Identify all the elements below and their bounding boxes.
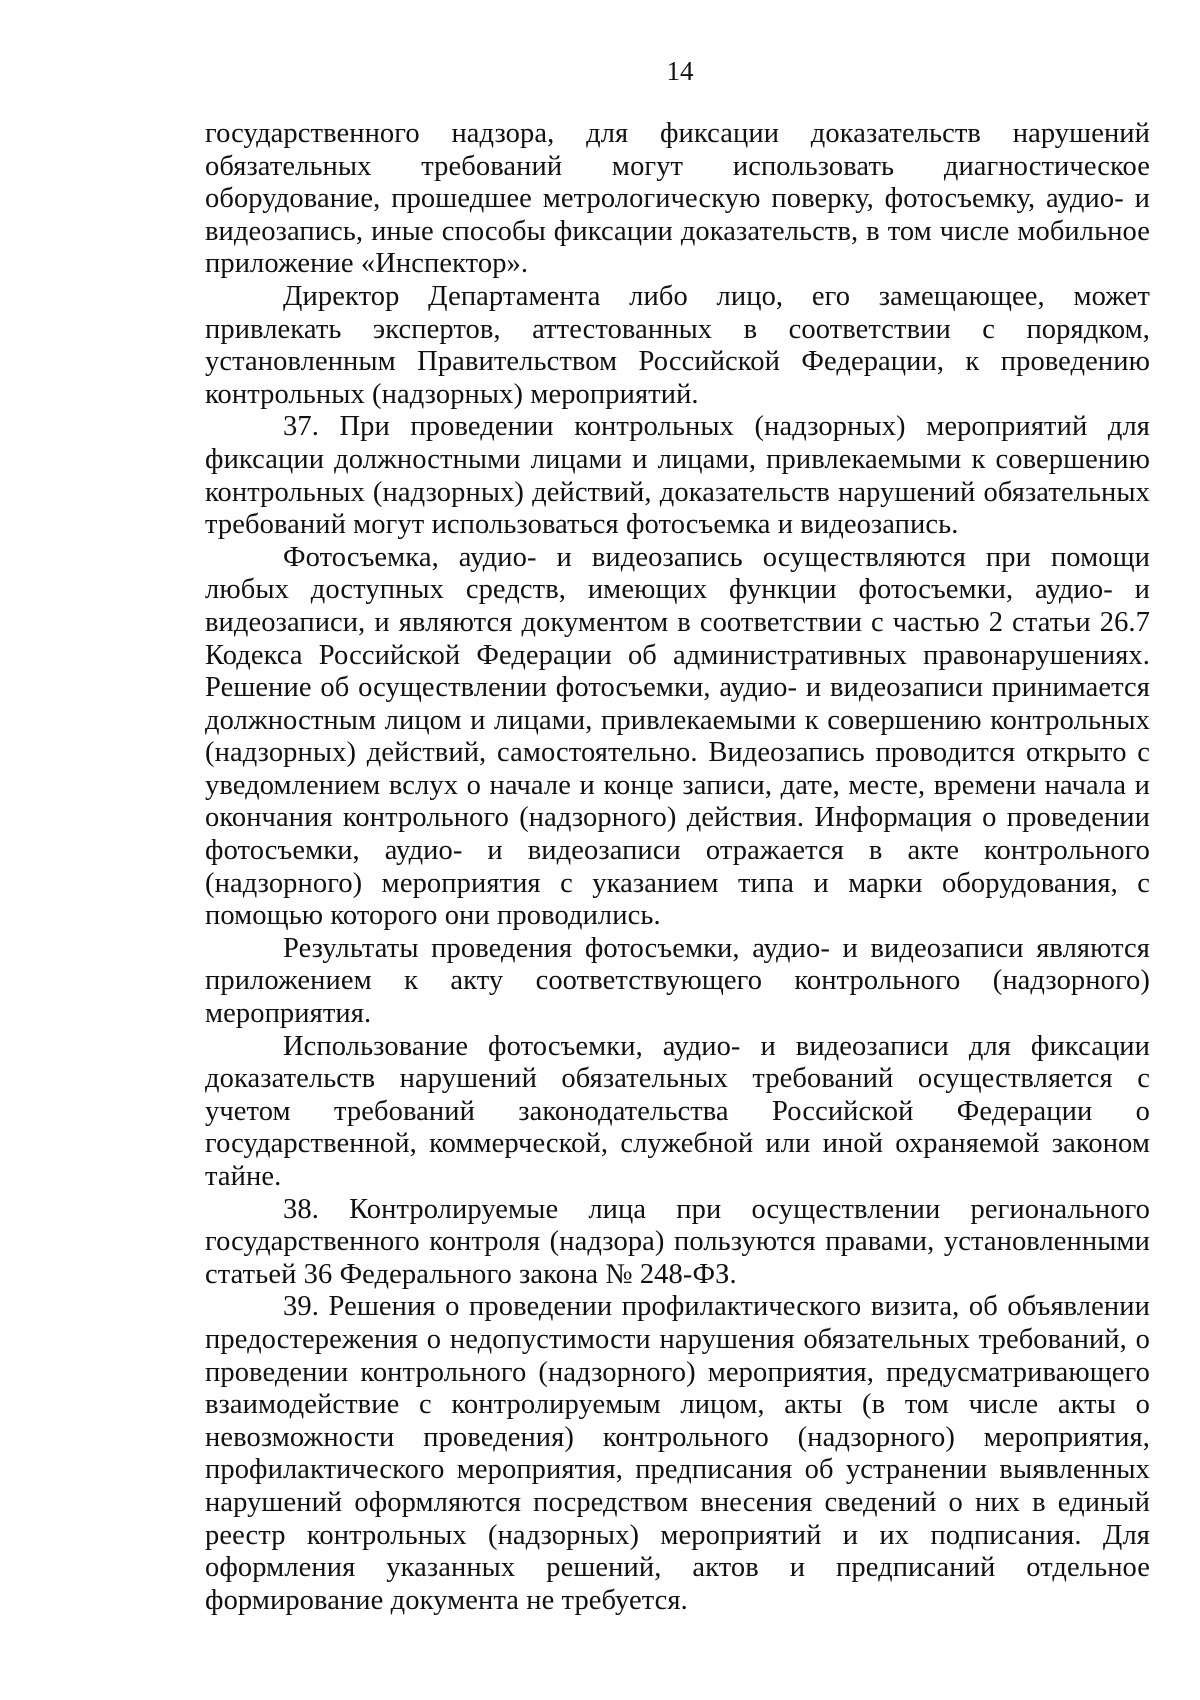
paragraph-item-38: 38. Контролируемые лица при осуществлении регионального государственного контроля (надзора) пользуются правами, установленными статьей 36 Федерального закона № 248-ФЗ. xyxy=(205,1193,1150,1290)
paragraph-photo-video-recording: Фотосъемка, аудио- и видеозапись осуществляются при помощи любых доступных средств, имеющих функции фотосъемки, аудио- и видеозаписи, и являются документом в соответствии с частью 2 статьи 26.7 Кодекса Российской Федерации об административных правонарушениях. Решение об осуществлении фотосъемки, аудио- и видеозаписи принимается должностным лицом и лицами, привлекаемыми к совершению контрольных (надзорных) действий, самостоятельно. Видеозапись проводится открыто с уведомлением вслух о начале и конце записи, дате, месте, времени начала и окончания контрольного (надзорного) действия. Информация о проведении фотосъемки, аудио- и видеозаписи отражается в акте контрольного (надзорного) мероприятия с указанием типа и марки оборудования, с помощью которого они проводились. xyxy=(205,541,1150,932)
paragraph-continuation: государственного надзора, для фиксации доказательств нарушений обязательных требований могут использовать диагностическое оборудование, прошедшее метрологическую поверку, фотосъемку, аудио- и видеозапись, иные способы фиксации доказательств, в том числе мобильное приложение «Инспектор». xyxy=(205,118,1150,280)
document-body xyxy=(205,118,1150,1617)
paragraph-item-37: 37. При проведении контрольных (надзорных) мероприятий для фиксации должностными лицами и лицами, привлекаемыми к совершению контрольных (надзорных) действий, доказательств нарушений обязательных требований могут использоваться фотосъемка и видеозапись. xyxy=(205,411,1150,541)
paragraph-recording-results: Результаты проведения фотосъемки, аудио- и видеозаписи являются приложением к акту соответствующего контрольного (надзорного) мероприятия. xyxy=(205,932,1150,1030)
paragraph-recording-usage: Использование фотосъемки, аудио- и видеозаписи для фиксации доказательств нарушений обязательных требований осуществляется с учетом требований законодательства Российской Федерации о государственной, коммерческой, служебной или иной охраняемой законом тайне. xyxy=(205,1030,1150,1192)
paragraph-director-experts: Директор Департамента либо лицо, его замещающее, может привлекать экспертов, аттестованных в соответствии с порядком, установленным Правительством Российской Федерации, к проведению контрольных (надзорных) мероприятий. xyxy=(205,280,1150,410)
paragraph-item-39: 39. Решения о проведении профилактического визита, об объявлении предостережения о недопустимости нарушения обязательных требований, о проведении контрольного (надзорного) мероприятия, предусматривающего взаимодействие с контролируемым лицом, акты (в том числе акты о невозможности проведения) контрольного (надзорного) мероприятия, профилактического мероприятия, предписания об устранении выявленных нарушений оформляются посредством внесения сведений о них в единый реестр контрольных (надзорных) мероприятий и их подписания. Для оформления указанных решений, актов и предписаний отдельное формирование документа не требуется. xyxy=(205,1291,1150,1616)
page-number: 14 xyxy=(666,56,694,86)
